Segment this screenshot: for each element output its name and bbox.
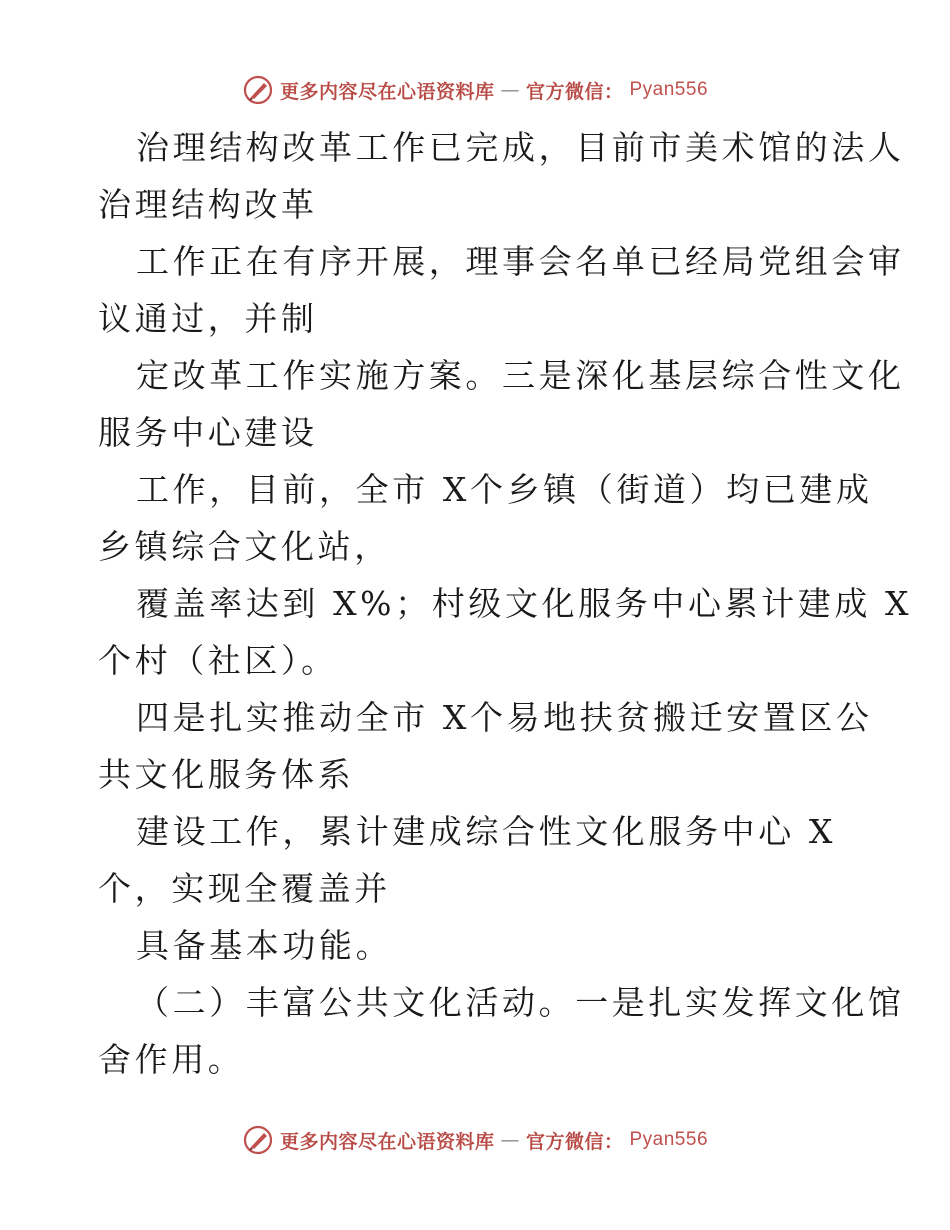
text-line: 四是扎实推动全市 X个易地扶贫搬迁安置区公 — [136, 698, 873, 737]
watermark-label: 官方微信： — [525, 80, 624, 103]
document-body — [98, 122, 913, 1091]
text-line: 个村（社区）。 — [98, 641, 338, 680]
text-line: 共文化服务体系 — [98, 755, 355, 794]
text-line: 治理结构改革工作已完成，目前市美术馆的法人 — [136, 128, 905, 167]
text-line: 议通过，并制 — [98, 299, 318, 338]
text-line: 舍作用。 — [98, 1040, 245, 1079]
header-watermark — [0, 70, 950, 110]
watermark-wechat-id: Pyan556 — [629, 1129, 709, 1150]
text-line: 建设工作，累计建成综合性文化服务中心 X — [136, 812, 836, 851]
watermark-label: 官方微信： — [525, 1130, 624, 1153]
text-line: 个，实现全覆盖并 — [98, 869, 391, 908]
watermark-wechat-id: Pyan556 — [629, 79, 709, 100]
text-line: 工作，目前，全市 X个乡镇（街道）均已建成 — [136, 470, 873, 509]
watermark-title: 更多内容尽在心语资料库 — [279, 80, 495, 103]
watermark-title: 更多内容尽在心语资料库 — [279, 1130, 495, 1153]
watermark-separator: — — [500, 1129, 520, 1151]
text-line: 乡镇综合文化站， — [98, 527, 391, 566]
pen-logo-icon — [242, 74, 274, 106]
watermark-separator: — — [500, 79, 520, 101]
text-line: 治理结构改革 — [98, 185, 318, 224]
text-line: 服务中心建设 — [98, 413, 318, 452]
text-line: 定改革工作实施方案。三是深化基层综合性文化 — [136, 356, 905, 395]
text-line: 具备基本功能。 — [136, 926, 393, 965]
footer-watermark — [0, 1120, 950, 1160]
text-line: 覆盖率达到 X%；村级文化服务中心累计建成 X — [136, 584, 913, 623]
text-line: 工作正在有序开展，理事会名单已经局党组会审 — [136, 242, 905, 281]
pen-logo-icon — [242, 1124, 274, 1156]
text-line: （二）丰富公共文化活动。一是扎实发挥文化馆 — [136, 983, 905, 1022]
